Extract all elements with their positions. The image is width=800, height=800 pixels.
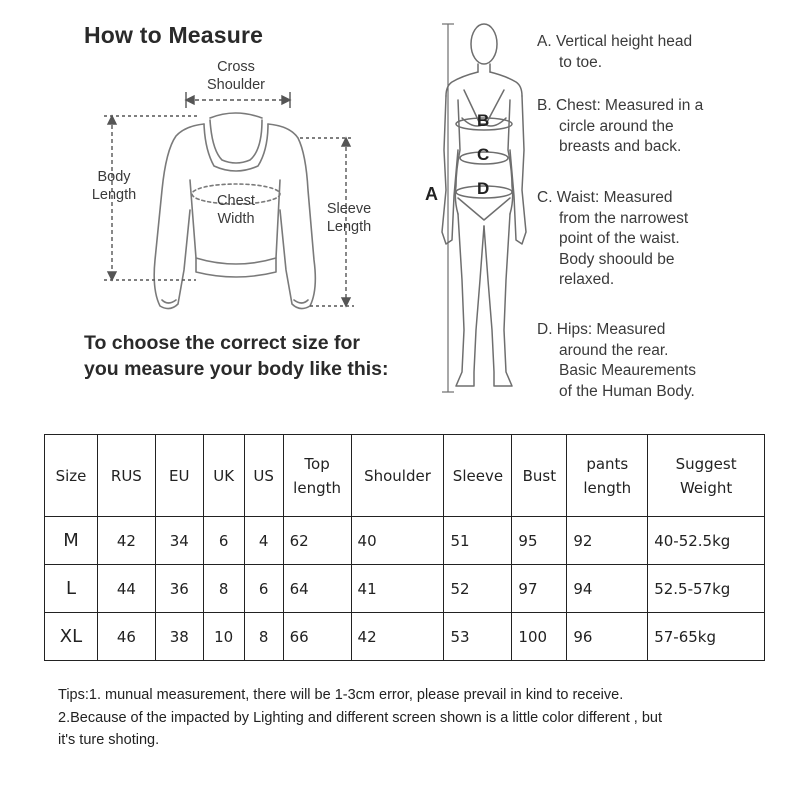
header-sleeve: Sleeve [444, 435, 512, 517]
table-row [45, 613, 765, 661]
header-pants-length: pants length [567, 435, 648, 517]
table-cell: 34 [155, 517, 203, 565]
body-figure [425, 18, 535, 403]
table-header-row [45, 435, 765, 517]
size-table [44, 434, 765, 661]
table-cell: 6 [244, 565, 283, 613]
table-cell: 94 [567, 565, 648, 613]
table-cell: 52.5-57kg [648, 565, 765, 613]
header-bust: Bust [512, 435, 567, 517]
table-cell: 52 [444, 565, 512, 613]
table-cell: 38 [155, 613, 203, 661]
body-length-label: Body Length [91, 169, 137, 203]
table-cell: 53 [444, 613, 512, 661]
table-cell: 40 [351, 517, 444, 565]
tips-text: Tips:1. munual measurement, there will be 1-3cm error, please prevail in kind to receive. 2.Because of the impacted by Lighting and different screen shown is a little color different , but it's ture shoting. [58, 687, 662, 748]
table-cell: 36 [155, 565, 203, 613]
table-cell: 97 [512, 565, 567, 613]
table-cell: 42 [97, 517, 155, 565]
table-cell: 4 [244, 517, 283, 565]
sleeve-length-label: Sleeve Length [326, 201, 372, 235]
table-cell: XL [45, 613, 98, 661]
hips-letter-d: D [477, 179, 490, 198]
description-a: A. Vertical height head to toe. [537, 33, 693, 71]
table-cell: 57-65kg [648, 613, 765, 661]
description-b: B. Chest: Measured in a circle around the breasts and back. [537, 97, 704, 155]
choose-size-text: To choose the correct size for you measure your body like this: [84, 332, 389, 380]
table-cell: 8 [203, 565, 244, 613]
header-rus: RUS [97, 435, 155, 517]
table-cell: 66 [283, 613, 351, 661]
table-cell: 64 [283, 565, 351, 613]
description-c: C. Waist: Measured from the narrowest point of the waist. Body shoould be relaxed. [537, 189, 689, 288]
header-uk: UK [203, 435, 244, 517]
header-size: Size [45, 435, 98, 517]
table-cell: 92 [567, 517, 648, 565]
table-cell: 10 [203, 613, 244, 661]
table-cell: 41 [351, 565, 444, 613]
description-d: D. Hips: Measured around the rear. Basic Meaurements of the Human Body. [537, 321, 696, 400]
table-cell: 8 [244, 613, 283, 661]
header-top-length: Top length [283, 435, 351, 517]
table-cell: L [45, 565, 98, 613]
header-us: US [244, 435, 283, 517]
table-cell: 96 [567, 613, 648, 661]
table-cell: 51 [444, 517, 512, 565]
height-letter-a: A [425, 184, 438, 204]
table-row [45, 517, 765, 565]
header-suggest-weight: Suggest Weight [648, 435, 765, 517]
table-cell: 6 [203, 517, 244, 565]
table-cell: M [45, 517, 98, 565]
header-eu: EU [155, 435, 203, 517]
cross-shoulder-label: Cross Shoulder [206, 59, 266, 93]
chest-width-label: Chest Width [217, 193, 255, 227]
table-row [45, 565, 765, 613]
waist-letter-c: C [477, 145, 490, 164]
table-cell: 42 [351, 613, 444, 661]
header-shoulder: Shoulder [351, 435, 444, 517]
table-cell: 46 [97, 613, 155, 661]
page-title: How to Measure [84, 22, 264, 48]
table-cell: 40-52.5kg [648, 517, 765, 565]
table-cell: 95 [512, 517, 567, 565]
chest-letter-b: B [477, 111, 490, 130]
table-cell: 44 [97, 565, 155, 613]
table-cell: 100 [512, 613, 567, 661]
table-cell: 62 [283, 517, 351, 565]
